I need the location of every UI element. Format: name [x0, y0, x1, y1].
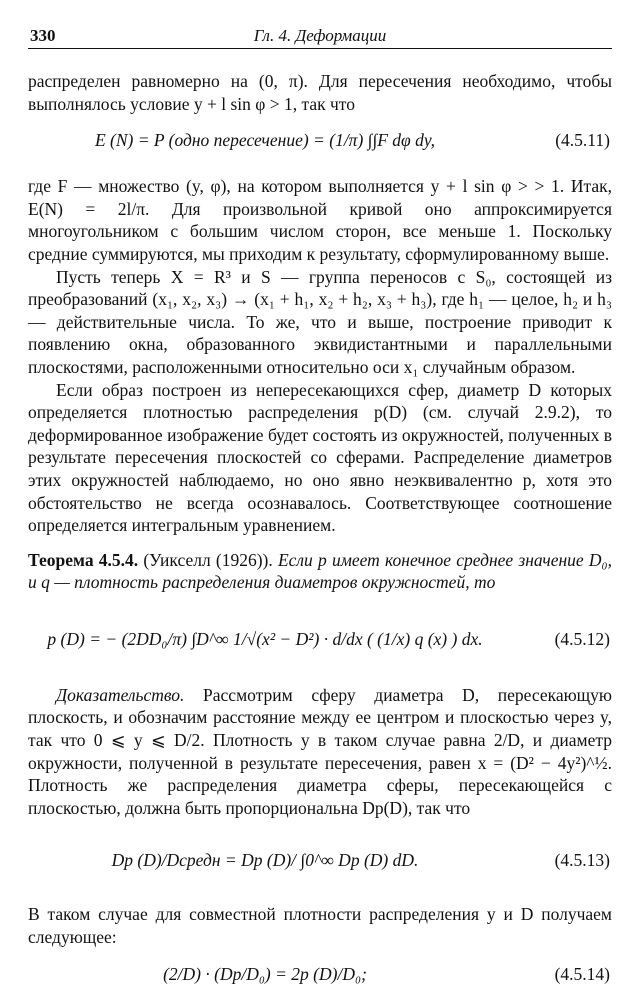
paragraph-3: Пусть теперь X = R³ и S — группа переносов с S₀, состоящей из преобразований (x₁, x₂, x₃) → (x₁ + h₁, x₂ + h₂, x₃ + h₃), где h₁ — целое, h₂ и h₃ — действительные числа. То же, что и выше, построение приводит к появлению окна, образованного эквидистантными и параллельными плоскостями, расположенными относительно оси x₁ случайным образом.	[28, 266, 612, 377]
running-title: Гл. 4. Деформации	[253, 26, 387, 45]
theorem-author: (Уикселл (1926)).	[138, 549, 278, 570]
paragraph-1: распределен равномерно на (0, π). Для пересечения необходимо, чтобы выполнялось условие y + l sin φ > 1, так что	[28, 71, 612, 114]
equation-4-5-11	[28, 119, 612, 171]
paragraph-4: Если образ построен из непересекающихся сфер, диаметр D которых определяется плотностью распределения p(D) (см. случай 2.9.2), то деформированное изображение будет состоять из окружностей, полученных в результате пересечения плоскостей со сферами. Распределение диаметров этих окружностей наблюдаемо, но оно явно неэквивалентно p, хотя это обстоятельство не всегда осознавалось. Соответствующее соотношение определяется интегральным уравнением.	[28, 379, 612, 536]
equation-number: (4.5.14)	[554, 963, 610, 984]
equation-number: (4.5.13)	[554, 850, 610, 871]
equation-4-5-13	[28, 823, 612, 899]
theorem-4-5-4	[28, 549, 612, 594]
equation-formula: (2/D) · (Dp/D₀) = 2p (D)/D₀;	[163, 963, 367, 984]
proof-paragraph	[28, 684, 612, 820]
theorem-label: Теорема 4.5.4.	[28, 549, 139, 570]
theorem-statement: Если p имеет конечное среднее значение D₀, и q — плотность распределения диаметров окружностей, то	[28, 549, 613, 593]
page-header	[28, 24, 612, 49]
proof-label: Доказательство.	[56, 684, 185, 705]
page-number: 330	[30, 26, 56, 45]
equation-4-5-12	[28, 598, 612, 680]
equation-formula: p (D) = − (2DD₀/π) ∫D^∞ 1/√(x² − D²) · d/dx ( (1/x) q (x) ) dx.	[47, 628, 483, 649]
paragraph-6: В таком случае для совместной плотности распределения y и D получаем следующее:	[28, 904, 612, 948]
equation-formula: Dp (D)/Dсредн = Dp (D)/ ∫0^∞ Dp (D) dD.	[111, 850, 419, 871]
equation-4-5-14	[28, 953, 612, 997]
page-body	[28, 70, 612, 1001]
equation-formula: E (N) = P (одно пересечение) = (1/π) ∫∫F dφ dy,	[94, 130, 436, 151]
equation-number: (4.5.11)	[555, 130, 610, 151]
equation-number: (4.5.12)	[554, 628, 610, 649]
proof-text: Рассмотрим сферу диаметра D, пересекающую плоскость, и обозначим расстояние между ее центром и плоскостью через y, так что 0 ⩽ y ⩽ D/2. Плотность y в таком случае равна 2/D, и диаметр окружности, полученной в результате пересечения, равен x = (D² − 4y²)^½. Плотность же распределения диаметра сферы, пересекающейся с плоскостью, должна быть пропорциональна Dp(D), так что	[28, 684, 612, 818]
paragraph-2: где F — множество (y, φ), на котором выполняется y + l sin φ > > 1. Итак, E(N) = 2l/π. Для произвольной кривой оно аппроксимируется многоугольником с большим числом сторон, все меньше 1. Поскольку средние суммируются, мы приходим к результату, сформулированному выше.	[28, 176, 612, 264]
